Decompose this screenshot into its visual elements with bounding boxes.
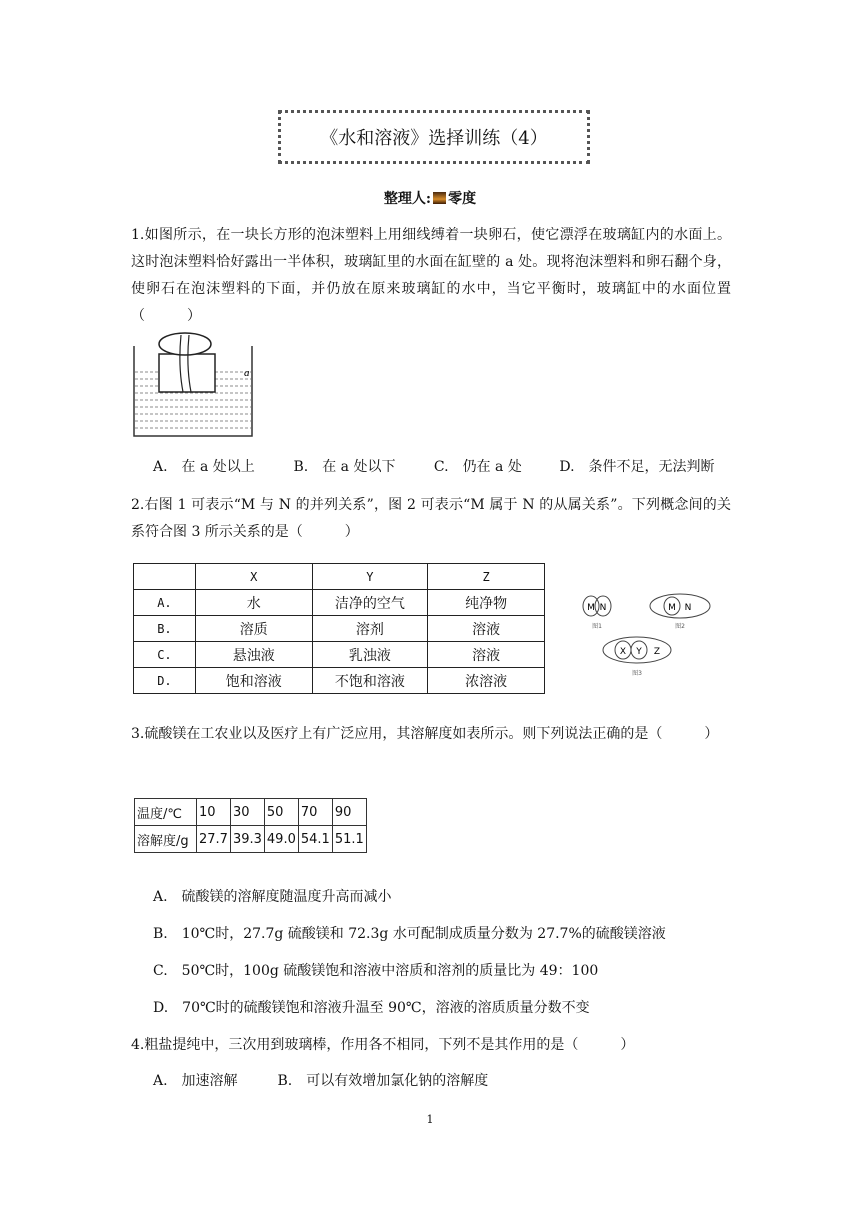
option-c: C. 仍在 a 处	[433, 459, 522, 475]
author-prefix: 整理人:	[383, 191, 432, 207]
table-row	[134, 616, 545, 642]
author-line	[0, 188, 860, 208]
figure-3	[603, 637, 671, 677]
table-header-row	[134, 564, 545, 590]
table-cell	[134, 564, 196, 590]
label-y: Y	[636, 647, 642, 657]
table-cell: Z	[428, 564, 545, 590]
table-cell: 不饱和溶液	[312, 668, 428, 694]
question-4-text: 4.粗盐提纯中，三次用到玻璃棒，作用各不相同，下列不是其作用的是（ ）	[131, 1037, 635, 1053]
label-x: X	[619, 647, 627, 657]
table-cell: 温度/℃	[135, 799, 197, 826]
table-cell: 10	[197, 799, 231, 826]
question-1-figure	[128, 326, 264, 440]
label-m: M	[587, 603, 595, 613]
caption-fig1: 图1	[592, 623, 602, 630]
table-row	[134, 668, 545, 694]
question-1-text: 1.如图所示，在一块长方形的泡沫塑料上用细线缚着一块卵石，使它漂浮在玻璃缸内的水面上。这时泡沫塑料恰好露出一半体积，玻璃缸里的水面在缸壁的 a 处。现将泡沫塑料和卵石翻个身，使卵石在泡沫塑料的下面，并仍放在原来玻璃缸的水中，当它平衡时，玻璃缸中的水面位置（ ）	[131, 227, 731, 324]
table-cell: 溶液	[428, 616, 545, 642]
table-cell: 乳浊液	[312, 642, 428, 668]
document-title	[278, 110, 590, 164]
table-cell: 水	[195, 590, 312, 616]
table-cell: Y	[312, 564, 428, 590]
figure-1	[583, 596, 611, 630]
mark-a-label: a	[244, 367, 250, 379]
caption-fig2: 图2	[675, 623, 685, 630]
table-cell: 溶剂	[312, 616, 428, 642]
question-2-text: 2.右图 1 可表示“M 与 N 的并列关系”，图 2 可表示“M 属于 N 的从属关系”。下列概念间的关系符合图 3 所示关系的是（ ）	[131, 497, 731, 540]
question-2-table	[133, 563, 545, 694]
option-d: D. 条件不足，无法判断	[559, 459, 715, 475]
table-cell: 洁净的空气	[312, 590, 428, 616]
table-row	[134, 642, 545, 668]
foam-block	[159, 354, 215, 392]
question-4-options	[153, 1070, 488, 1090]
stone	[159, 333, 211, 355]
table-cell: 纯净物	[428, 590, 545, 616]
question-3-option-c: C. 50℃时，100g 硫酸镁饱和溶液中溶质和溶剂的质量比为 49：100	[153, 963, 599, 979]
question-3-text: 3.硫酸镁在工农业以及医疗上有广泛应用，其溶解度如表所示。则下列说法正确的是（ ）	[131, 726, 719, 742]
table-cell: A.	[134, 590, 196, 616]
option-b: B. 可以有效增加氯化钠的溶解度	[277, 1073, 489, 1089]
author-name: 零度	[448, 191, 477, 207]
label-n: N	[599, 603, 607, 613]
label-z: Z	[653, 647, 661, 657]
table-cell: 51.1	[332, 826, 366, 853]
table-cell: 浓溶液	[428, 668, 545, 694]
table-cell: 50	[264, 799, 298, 826]
table-cell: C.	[134, 642, 196, 668]
table-row	[135, 826, 367, 853]
question-3-option-a: A. 硫酸镁的溶解度随温度升高而减小	[153, 889, 392, 905]
table-cell: 70	[298, 799, 332, 826]
table-cell: 饱和溶液	[195, 668, 312, 694]
option-b: B. 在 a 处以下	[293, 459, 396, 475]
question-3-table	[134, 798, 367, 853]
table-cell: 39.3	[230, 826, 264, 853]
question-3-option-d: D. 70℃时的硫酸镁饱和溶液升温至 90℃，溶液的溶质质量分数不变	[153, 1000, 590, 1016]
table-cell: D.	[134, 668, 196, 694]
table-cell: 27.7	[197, 826, 231, 853]
title-text: 《水和溶液》选择训练（4）	[320, 128, 548, 149]
question-3-option-b: B. 10℃时，27.7g 硫酸镁和 72.3g 水可配制成质量分数为 27.7%的硫酸镁溶液	[153, 926, 666, 942]
table-cell: 溶质	[195, 616, 312, 642]
table-cell: 30	[230, 799, 264, 826]
sunset-icon	[433, 192, 446, 204]
table-cell: 悬浊液	[195, 642, 312, 668]
table-cell: 49.0	[264, 826, 298, 853]
caption-fig3: 图3	[632, 670, 642, 677]
table-cell: 溶液	[428, 642, 545, 668]
table-row	[134, 590, 545, 616]
page-number: 1	[426, 1113, 434, 1126]
table-cell: 90	[332, 799, 366, 826]
table-cell: 溶解度/g	[135, 826, 197, 853]
table-row	[135, 799, 367, 826]
table-cell: X	[195, 564, 312, 590]
option-a: A. 加速溶解	[153, 1073, 238, 1089]
label-m: M	[668, 603, 676, 613]
label-n: N	[684, 603, 692, 613]
question-1-options	[153, 456, 715, 476]
relation-diagram	[575, 586, 725, 682]
figure-2	[650, 594, 710, 630]
table-cell: B.	[134, 616, 196, 642]
table-cell: 54.1	[298, 826, 332, 853]
option-a: A. 在 a 处以上	[153, 459, 255, 475]
